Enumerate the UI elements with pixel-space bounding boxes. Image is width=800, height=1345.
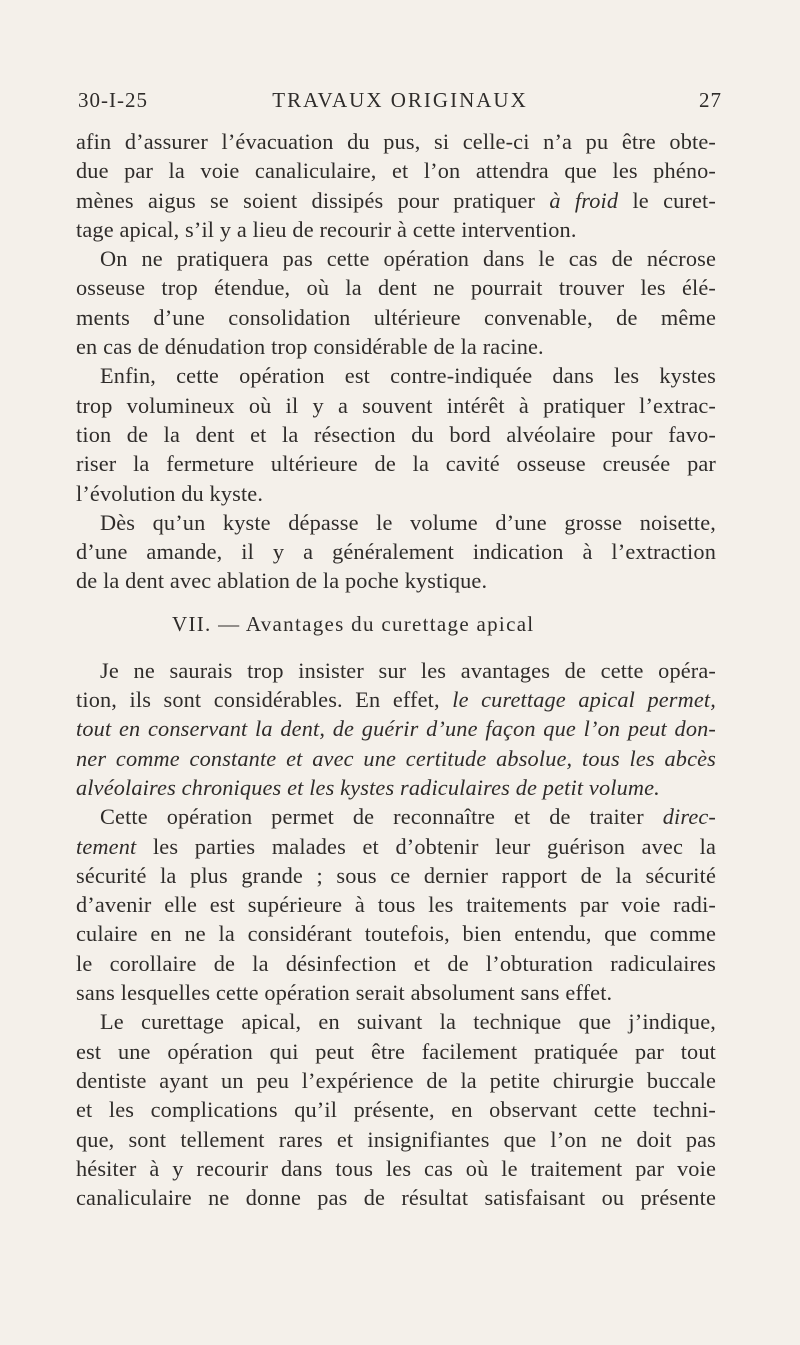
emphasis-line: alvéolaires chroniques et les kystes radiculaires de petit volume. — [76, 774, 660, 800]
text-run: Cette opération permet de reconnaître et de traiter — [100, 804, 644, 830]
text-line: Enfin, cette opération est contre-indiquée dans les kystes — [100, 363, 716, 389]
text-line: sécurité la plus grande ; sous ce dernier rapport de la sécurité — [76, 862, 716, 888]
text-line: hésiter à y recourir dans tous les cas où le traitement par voie — [76, 1155, 716, 1181]
running-header — [78, 88, 722, 116]
text-line: d’avenir elle est supérieure à tous les traitements par voie radi- — [76, 892, 716, 918]
text-line: riser la fermeture ultérieure de la cavité osseuse creusée par — [76, 451, 716, 477]
text-line: Dès qu’un kyste dépasse le volume d’une grosse noisette, — [100, 509, 716, 535]
text-line: sans lesquelles cette opération serait absolument sans effet. — [76, 980, 613, 1006]
text-line: due par la voie canaliculaire, et l’on attendra que les phéno- — [76, 158, 716, 184]
header-page-number: 27 — [699, 88, 722, 112]
text-line: en cas de dénudation trop considérable de la racine. — [76, 334, 544, 360]
text-run: tion, ils sont considérables. En effet, — [76, 687, 440, 713]
text-line — [76, 832, 716, 861]
text-line: tion de la dent et la résection du bord alvéolaire pour favo- — [76, 421, 716, 447]
text-line: le corollaire de la désinfection et de l’obturation radiculaires — [76, 950, 716, 976]
text-line: On ne pratiquera pas cette opération dans le cas de nécrose — [100, 246, 716, 272]
text-run: le curet- — [632, 187, 716, 213]
text-line: canaliculaire ne donne pas de résultat satisfaisant ou présente — [76, 1185, 716, 1211]
header-date: 30-I-25 — [78, 88, 148, 112]
emphasis-text: direc- — [662, 804, 716, 830]
text-line — [76, 186, 716, 215]
text-line: l’évolution du kyste. — [76, 480, 264, 506]
emphasis-text: tement — [76, 833, 137, 859]
section-heading: VII. — Avantages du curettage apical — [172, 611, 535, 636]
text-line — [76, 685, 716, 714]
text-line: est une opération qui peut être facilement pratiquée par tout — [76, 1038, 716, 1064]
emphasis-text: à froid — [549, 187, 619, 213]
emphasis-line: tout en conservant la dent, de guérir d’une façon que l’on peut don- — [76, 716, 716, 742]
text-line: de la dent avec ablation de la poche kystique. — [76, 568, 488, 594]
text-line: Je ne saurais trop insister sur les avantages de cette opéra- — [100, 657, 716, 683]
text-line: afin d’assurer l’évacuation du pus, si celle-ci n’a pu être obte- — [76, 129, 716, 154]
text-line — [76, 802, 716, 831]
emphasis-text: le curettage apical permet, — [452, 687, 716, 713]
text-line: d’une amande, il y a généralement indication à l’extraction — [76, 539, 716, 565]
text-line: Le curettage apical, en suivant la technique que j’indique, — [100, 1009, 716, 1035]
text-line: culaire en ne la considérant toutefois, bien entendu, que comme — [76, 921, 716, 947]
text-line: trop volumineux où il y a souvent intérêt à pratiquer l’extrac- — [76, 392, 716, 418]
text-line: et les complications qu’il présente, en observant cette techni- — [76, 1097, 716, 1123]
text-line: tage apical, s’il y a lieu de recourir à cette intervention. — [76, 216, 577, 242]
text-line: que, sont tellement rares et insignifiantes que l’on ne doit pas — [76, 1126, 716, 1152]
text-run: les parties malades et d’obtenir leur guérison avec la — [152, 833, 716, 859]
header-running-title: TRAVAUX ORIGINAUX — [272, 88, 528, 112]
text-line: dentiste ayant un peu l’expérience de la petite chirurgie buccale — [76, 1067, 716, 1093]
body-text — [76, 127, 716, 1212]
emphasis-line: ner comme constante et avec une certitude absolue, tous les abcès — [76, 745, 716, 771]
text-line: osseuse trop étendue, où la dent ne pourrait trouver les élé- — [76, 275, 716, 301]
text-line: ments d’une consolidation ultérieure convenable, de même — [76, 304, 716, 330]
text-run: mènes aigus se soient dissipés pour pratiquer — [76, 187, 536, 213]
